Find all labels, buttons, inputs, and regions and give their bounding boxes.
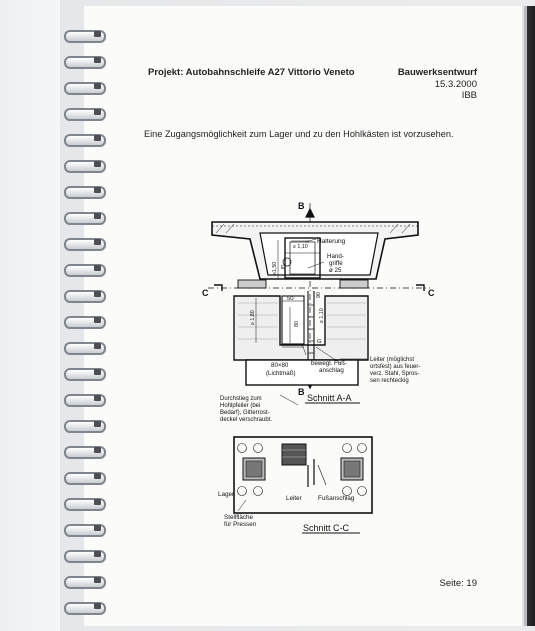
document-type: Bauwerksentwurf — [397, 67, 477, 78]
dim-150: ≥1,50 — [272, 261, 278, 275]
label-leiter-4: sen rechteckig — [370, 378, 409, 384]
binding-ring — [64, 470, 104, 483]
technical-drawing — [190, 195, 460, 540]
label-halterung: Halterung — [317, 238, 346, 245]
previous-page-edge — [0, 0, 60, 631]
binding-ring — [64, 366, 104, 379]
binding-ring — [64, 158, 104, 171]
binding-ring — [64, 28, 104, 41]
binding-ring — [64, 80, 104, 93]
label-fussanschlag: Fußanschlag — [318, 495, 355, 502]
binding-ring — [64, 444, 104, 457]
dim-110b: ≥ 1,10 — [319, 308, 325, 323]
binding-ring — [64, 236, 104, 249]
binding-ring — [64, 288, 104, 301]
dim-50: 50 — [287, 296, 294, 302]
section-mark-c-left: C — [202, 288, 209, 298]
dim-g: G — [317, 339, 322, 345]
page-number: Seite: 19 — [439, 578, 477, 589]
section-mark-c-right: C — [428, 288, 435, 298]
binding-ring — [64, 132, 104, 145]
label-handgriffe-3: ø 25 — [329, 267, 342, 274]
section-title-c-c: Schnitt C-C — [303, 523, 350, 533]
body-note: Eine Zugangsmöglichkeit zum Lager und zu den Hohlkästen ist vorzusehen. — [144, 129, 454, 139]
label-fussanschlag-1: bewegl. Fuß- — [311, 360, 348, 367]
label-lichtmass-1: 80×80 — [271, 362, 289, 369]
binding-ring — [64, 210, 104, 223]
label-leiter-3: verz. Stahl, Spros- — [370, 371, 420, 377]
label-durchstieg-3: Bedarf), Gitterrost- — [220, 410, 270, 416]
section-title-a-a: Schnitt A-A — [307, 393, 352, 403]
label-stellflaeche-1: Stellfläche — [224, 514, 254, 521]
label-durchstieg-4: deckel verschraubt. — [220, 417, 273, 423]
label-leiter-2: ortsfest) aus feuer- — [370, 364, 421, 370]
binding-ring — [64, 600, 104, 613]
binding-ring — [64, 496, 104, 509]
label-fussanschlag-2: anschlag — [319, 367, 344, 374]
binding-ring — [64, 106, 104, 119]
project-title: Projekt: Autobahnschleife A27 Vittorio Veneto — [148, 67, 355, 78]
label-durchstieg-2: Hohlpfeiler (bei — [220, 403, 261, 409]
section-mark-b-bottom: B — [298, 387, 305, 397]
label-lager: Lager — [218, 491, 235, 498]
label-leiter-1: Leiter (möglichst — [370, 357, 415, 363]
binding-ring — [64, 340, 104, 353]
binding-ring — [64, 262, 104, 275]
label-durchstieg-1: Durchstieg zum — [220, 396, 262, 402]
label-stellflaeche-2: für Pressen — [224, 521, 257, 528]
binding-ring — [64, 184, 104, 197]
dim-180: ≥ 1,80 — [250, 310, 256, 325]
label-handgriffe-1: Hand- — [327, 253, 344, 260]
binding-ring — [64, 314, 104, 327]
dim-110: ≥ 1,10 — [293, 244, 308, 250]
dim-e: E — [281, 265, 285, 271]
binding-ring — [64, 548, 104, 561]
dim-90: 90 — [316, 292, 322, 298]
document-org: IBB — [461, 90, 477, 101]
document-date: 15.3.2000 — [434, 79, 477, 90]
dim-80: 80 — [294, 321, 300, 327]
binding-ring — [64, 54, 104, 67]
section-mark-b-top: B — [298, 201, 305, 211]
label-lichtmass-2: (Lichtmaß) — [266, 370, 296, 377]
binding-ring — [64, 574, 104, 587]
binding-ring — [64, 522, 104, 535]
label-handgriffe-2: griffe — [329, 260, 343, 267]
label-leiter: Leiter — [286, 495, 302, 502]
binding-ring — [64, 418, 104, 431]
binding-ring — [64, 392, 104, 405]
